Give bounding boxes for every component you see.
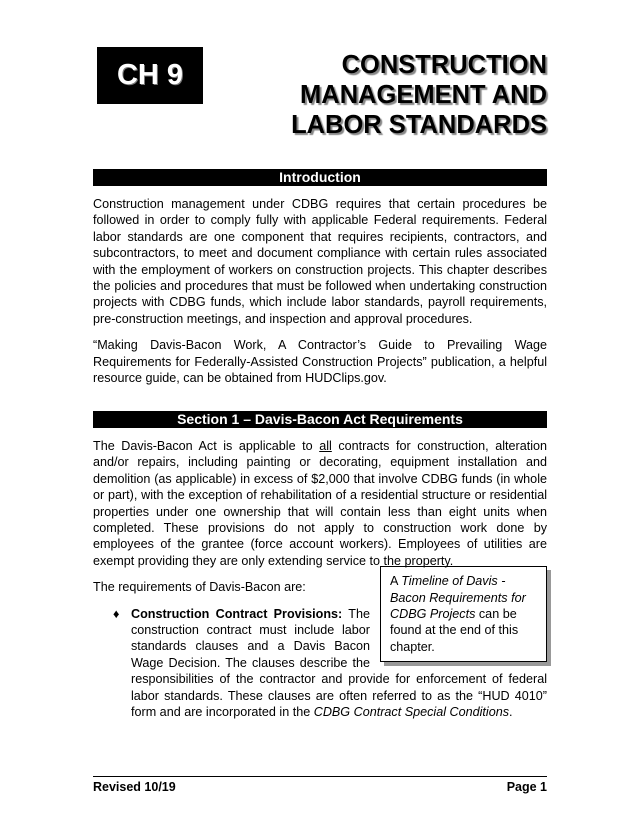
text: The Davis-Bacon Act is applicable to xyxy=(93,439,320,453)
diamond-bullet-icon: ♦ xyxy=(113,606,120,621)
intro-paragraph: “Making Davis-Bacon Work, A Contractor’s Guide to Prevailing Wage Requirements for Federally-Assisted Construction Projects” publication, a helpful resource guide, can be obtained from HUDClips.gov. xyxy=(93,338,547,386)
intro-body xyxy=(93,196,547,396)
section1-paragraph xyxy=(93,438,547,569)
requirements-intro: The requirements of Davis-Bacon are: xyxy=(93,580,306,595)
chapter-badge: CH 9 xyxy=(97,47,203,104)
text: The construction contract must include labor standards clauses and a Davis Bacon Wage Decision. The clauses describe the responsibilities of the contractor and provide for enforcement of federal labor standards. These clauses are often referred to as the “HUD 4010” form and are incorporated in the xyxy=(131,606,547,720)
title-line: LABOR STANDARDS xyxy=(291,111,547,139)
revision-date: Revised 10/19 xyxy=(93,780,176,794)
bullet-item xyxy=(93,606,547,721)
section1-body xyxy=(93,438,547,731)
text: contracts for construction, alteration and/or repairs, including painting or decorating, equipment installation and demolition (as applicable) in excess of $2,000 that involve CDBG funds (in whole or part), with the exception of rehabilitation of a residential structure or residential properties under one ownership that will contain less than eight units when completed. These provisions do not apply to construction work done by employees of the grantee (force account workers). Employees of utilities are exempt providing they are only extending service to the property. xyxy=(93,439,548,568)
intro-heading: Introduction xyxy=(93,169,547,186)
title-line: MANAGEMENT AND xyxy=(300,81,547,109)
italic-text: Timeline of Davis - Bacon Requirements for CDBG Projects xyxy=(390,574,526,622)
footer xyxy=(93,776,547,794)
italic-text: CDBG Contract Special Conditions xyxy=(313,705,510,720)
text: . xyxy=(509,705,513,720)
text: A xyxy=(390,574,402,589)
page-title xyxy=(207,50,547,140)
title-line: CONSTRUCTION xyxy=(341,51,547,79)
page-number: Page 1 xyxy=(506,780,547,794)
bullet-title: Construction Contract Provisions: xyxy=(131,606,343,621)
intro-paragraph: Construction management under CDBG requires that certain procedures be followed in order to comply fully with applicable Federal requirements. Federal labor standards are one component that requires recipients, contractors, and subcontractors, to meet and document compliance with certain rules associated with the employment of workers on construction projects. This chapter describes the policies and procedures that must be followed when undertaking construction projects with CDBG funds, which include labor standards, payroll requirements, pre-construction meetings, and inspection and approval procedures. xyxy=(93,197,547,326)
underlined-text: all xyxy=(319,439,332,453)
text: can be found at the end of this chapter. xyxy=(390,607,519,654)
section1-heading: Section 1 – Davis-Bacon Act Requirements xyxy=(93,411,547,428)
